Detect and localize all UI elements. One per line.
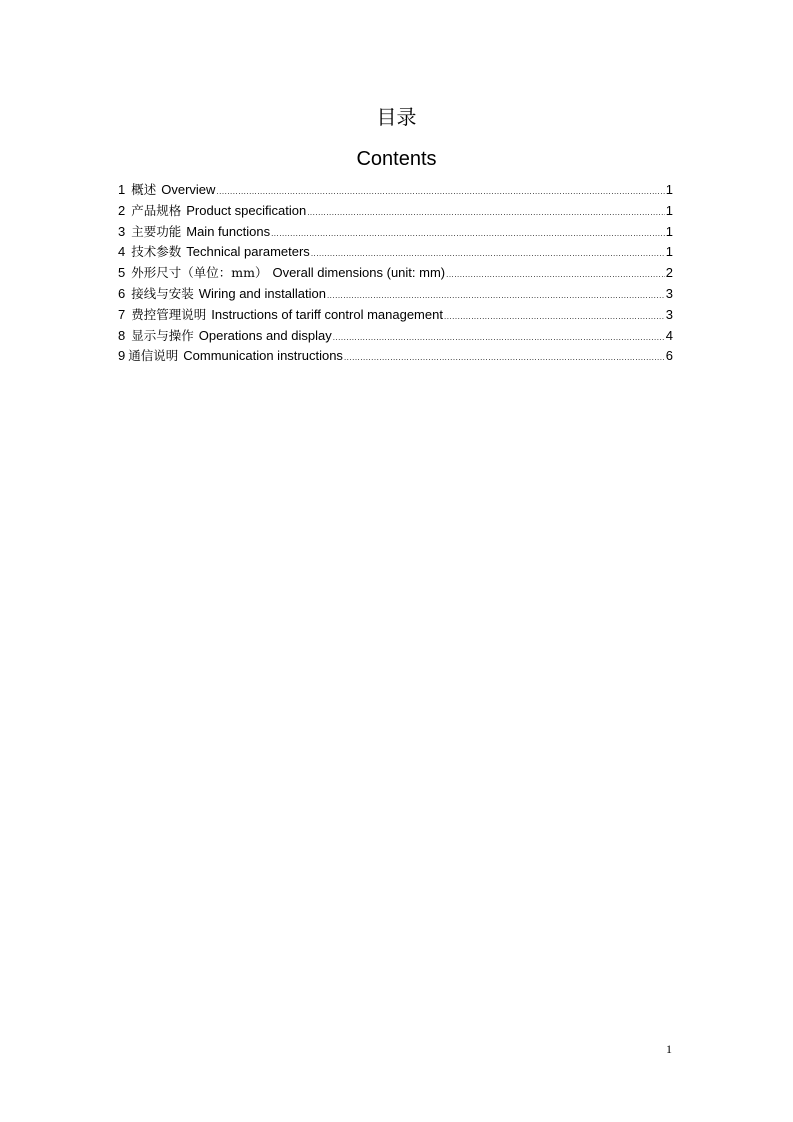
toc-entry-title-cn: 通信说明 xyxy=(128,348,179,364)
toc-title-english: Contents xyxy=(356,148,437,170)
toc-leader-dots xyxy=(344,348,665,369)
toc-entry-page: 1 xyxy=(665,244,673,260)
toc-entry-technical-parameters[interactable] xyxy=(118,242,673,263)
toc-entry-title-en: Operations and display xyxy=(198,327,332,343)
toc-entry-title-en: Instructions of tariff control management xyxy=(211,306,443,322)
toc-entry-page: 1 xyxy=(665,202,673,218)
toc-entry-title-en: Communication instructions xyxy=(183,348,343,364)
toc-entry-title-cn: 主要功能 xyxy=(131,223,182,239)
toc-entry-page: 4 xyxy=(665,327,673,343)
toc-entry-page: 3 xyxy=(665,285,673,301)
toc-leader-dots xyxy=(446,265,665,286)
toc-leader-dots xyxy=(327,286,665,307)
toc-entry-title-en: Wiring and installation xyxy=(198,285,326,301)
toc-entry-title-en: Overall dimensions (unit: mm) xyxy=(272,265,446,281)
toc-entry-title-cn: 技术参数 xyxy=(131,244,182,260)
toc-entry-title-cn: 外形尺寸（单位：mm） xyxy=(131,265,268,281)
toc-entry-number: 5 xyxy=(118,265,126,281)
toc-entry-title-cn: 显示与操作 xyxy=(131,327,194,343)
toc-entry-title-en: Main functions xyxy=(186,223,271,239)
toc-entry-title-cn: 接线与安装 xyxy=(131,285,194,301)
toc-entry-title-cn: 概述 xyxy=(131,182,157,197)
toc-entry-number: 3 xyxy=(118,223,126,239)
toc-entry-page: 3 xyxy=(665,306,673,322)
toc-entry-number: 1 xyxy=(118,182,126,197)
toc-entry-page: 1 xyxy=(665,182,673,197)
toc-entry-title-en: Overview xyxy=(161,182,216,197)
table-of-contents xyxy=(118,180,673,367)
toc-entry-title-cn: 费控管理说明 xyxy=(131,306,207,322)
toc-entry-overview[interactable] xyxy=(118,180,673,201)
toc-entry-number: 6 xyxy=(118,285,126,301)
toc-entry-main-functions[interactable] xyxy=(118,222,673,243)
toc-entry-number: 7 xyxy=(118,306,126,322)
toc-leader-dots xyxy=(216,182,664,203)
toc-entry-page: 6 xyxy=(665,348,673,364)
toc-entry-number: 8 xyxy=(118,327,126,343)
toc-entry-wiring-installation[interactable] xyxy=(118,284,673,305)
toc-entry-number: 4 xyxy=(118,244,126,260)
toc-entry-page: 2 xyxy=(665,265,673,281)
toc-entry-title-en: Product specification xyxy=(186,202,307,218)
toc-entry-number: 9 xyxy=(118,348,126,364)
toc-entry-title-en: Technical parameters xyxy=(186,244,310,260)
toc-entry-communication[interactable] xyxy=(118,346,673,367)
toc-entry-operations-display[interactable] xyxy=(118,326,673,347)
toc-leader-dots xyxy=(311,244,665,265)
toc-entry-overall-dimensions[interactable] xyxy=(118,263,673,284)
toc-entry-number: 2 xyxy=(118,202,126,218)
toc-title-chinese: 目录 xyxy=(376,105,417,129)
toc-leader-dots xyxy=(307,203,665,224)
toc-leader-dots xyxy=(333,328,665,349)
toc-entry-product-specification[interactable] xyxy=(118,201,673,222)
toc-entry-page: 1 xyxy=(665,223,673,239)
toc-leader-dots xyxy=(271,224,665,245)
toc-entry-tariff-control[interactable] xyxy=(118,305,673,326)
toc-entry-title-cn: 产品规格 xyxy=(131,202,182,218)
page-number: 1 xyxy=(666,1042,672,1056)
toc-leader-dots xyxy=(444,307,665,328)
